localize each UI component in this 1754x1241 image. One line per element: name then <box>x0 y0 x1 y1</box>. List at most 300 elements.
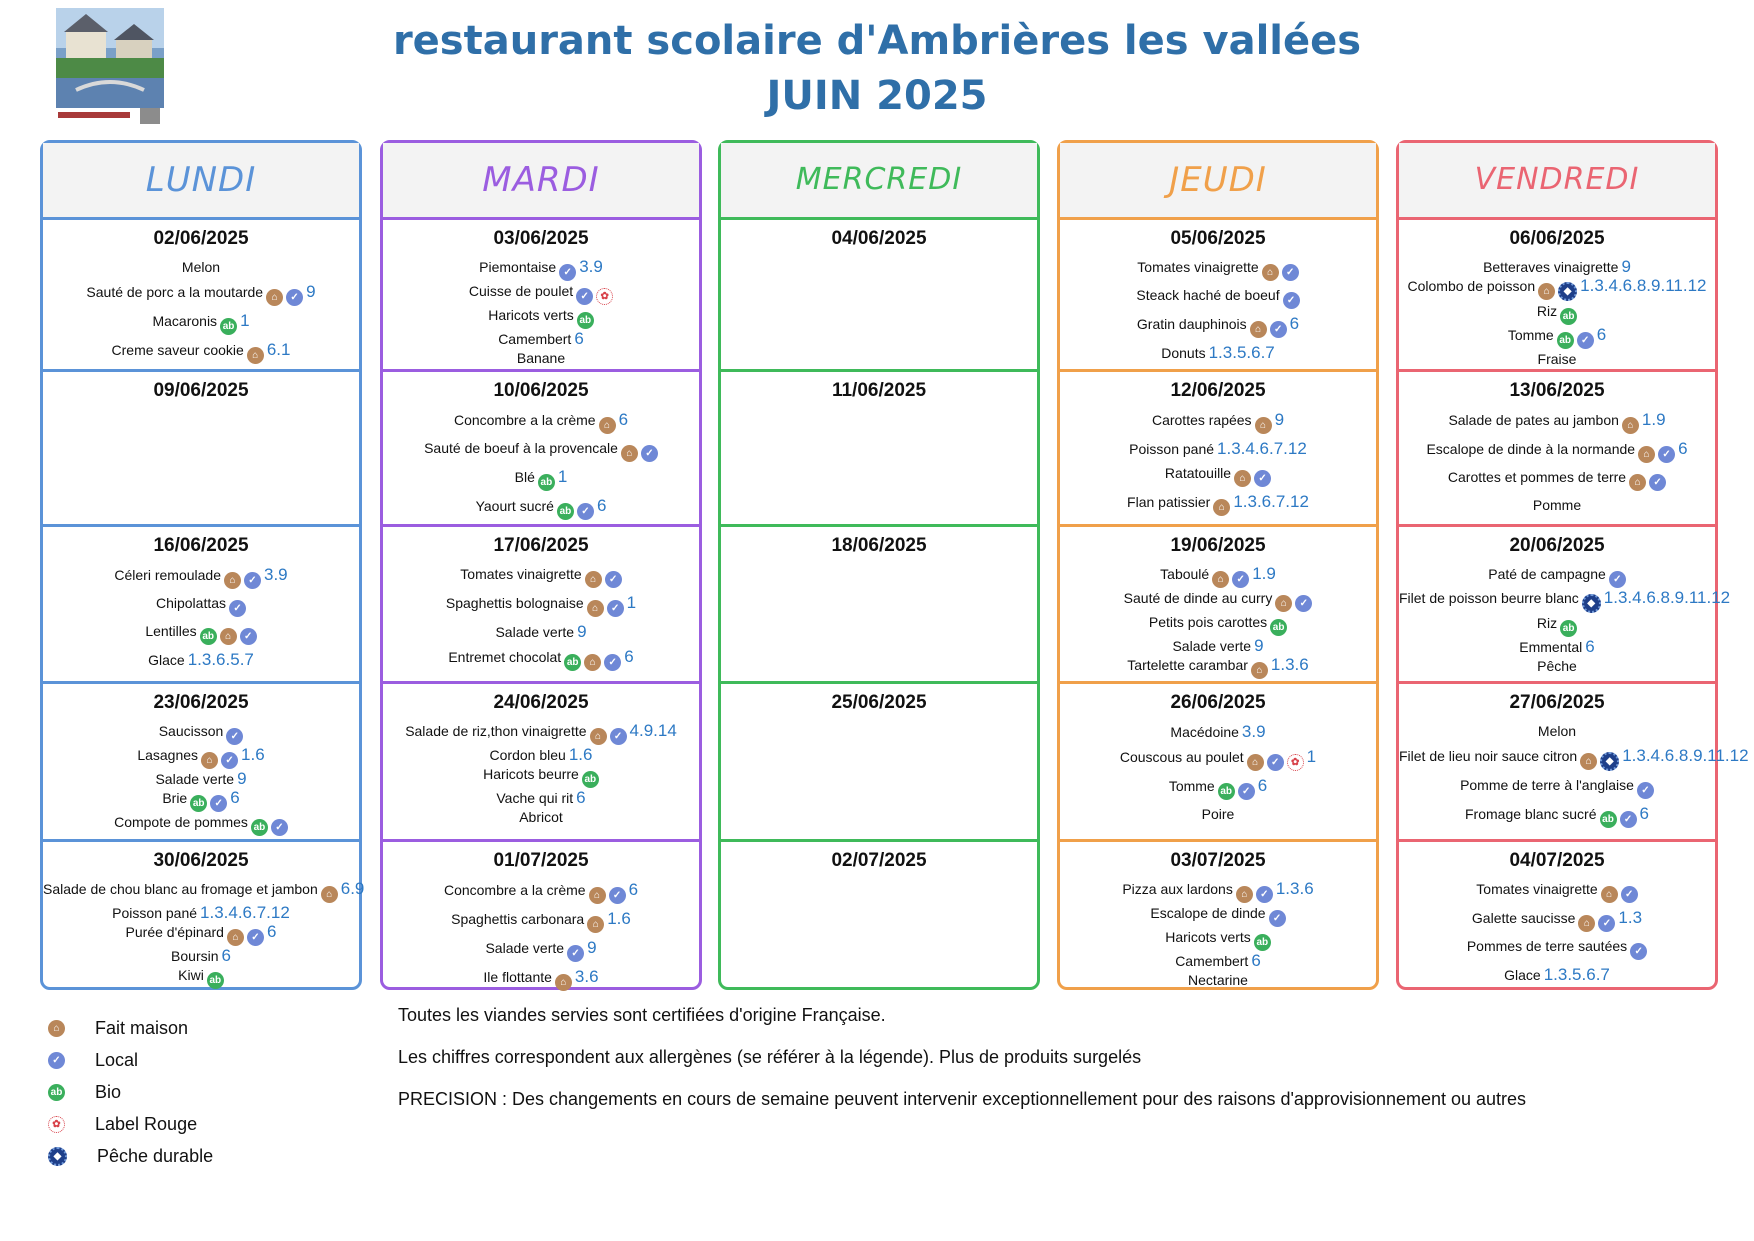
menu-item <box>1399 350 1715 368</box>
fait-maison-icon: ⌂ <box>201 752 218 769</box>
menu-item-name: Pomme <box>1532 497 1582 513</box>
menu-date: 10/06/2025 <box>493 380 589 401</box>
menu-item-name: Sauté de boeuf à la provencale <box>424 440 618 456</box>
bio-icon: ab <box>1600 811 1617 828</box>
fait-maison-icon: ⌂ <box>599 417 616 434</box>
menu-date: 06/06/2025 <box>1509 228 1605 249</box>
menu-item <box>1060 971 1376 989</box>
menu-item-name: Boursin <box>171 948 219 964</box>
menu-item <box>383 647 699 671</box>
menu-date: 11/06/2025 <box>831 380 927 401</box>
allergen-code: 1.3.4.6.7.12 <box>200 903 290 922</box>
menu-item-name: Creme saveur cookie <box>111 342 244 358</box>
legend-label: Bio <box>95 1081 122 1102</box>
local-icon: ✓ <box>1621 886 1638 903</box>
menu-item-name: Tomates vinaigrette <box>1137 259 1259 275</box>
local-icon: ✓ <box>229 600 246 617</box>
menu-item-name: Haricots verts <box>488 307 574 323</box>
menu-item <box>1060 565 1376 588</box>
legend-item <box>48 1076 213 1108</box>
fait-maison-icon: ⌂ <box>321 886 338 903</box>
local-icon: ✓ <box>577 503 594 520</box>
menu-cell-lundi <box>43 524 359 681</box>
menu-cell-mercredi <box>721 839 1037 993</box>
fait-maison-icon: ⌂ <box>1629 474 1646 491</box>
menu-item <box>1399 657 1715 675</box>
menu-date: 02/06/2025 <box>153 228 249 249</box>
local-icon: ✓ <box>1598 915 1615 932</box>
fait-maison-icon: ⌂ <box>1275 595 1292 612</box>
menu-item <box>43 966 359 989</box>
menu-item-name: Cordon bleu <box>489 747 566 763</box>
local-icon: ✓ <box>605 571 622 588</box>
local-icon: ✓ <box>1295 595 1312 612</box>
bio-icon: ab <box>48 1084 65 1101</box>
menu-item <box>1399 804 1715 828</box>
menu-item-name: Blé <box>514 469 535 485</box>
allergen-code: 9 <box>1254 636 1264 655</box>
menu-item-name: Emmental <box>1519 639 1583 655</box>
menu-date: 24/06/2025 <box>493 692 589 713</box>
menu-cell-mercredi <box>721 681 1037 839</box>
menu-cell-jeudi <box>1060 217 1376 369</box>
menu-item <box>383 410 699 434</box>
fait-maison-icon: ⌂ <box>589 887 606 904</box>
allergen-code: 9 <box>1621 257 1631 276</box>
allergen-code: 1.3.5.6.7 <box>1208 343 1275 362</box>
bio-icon: ab <box>557 503 574 520</box>
menu-item <box>1060 613 1376 636</box>
fait-maison-icon: ⌂ <box>1255 417 1272 434</box>
menu-item <box>383 349 699 367</box>
menu-item-name: Camembert <box>498 331 572 347</box>
menu-date: 03/06/2025 <box>493 228 589 249</box>
local-icon: ✓ <box>221 752 238 769</box>
menu-cell-vendredi <box>1399 369 1715 524</box>
fait-maison-icon: ⌂ <box>266 289 283 306</box>
menu-item-name: Steack haché de boeuf <box>1136 287 1280 303</box>
fait-maison-icon: ⌂ <box>1638 446 1655 463</box>
allergen-code: 6 <box>1639 804 1649 823</box>
menu-item-name: Escalope de dinde à la normande <box>1426 441 1636 457</box>
menu-item <box>1399 302 1715 325</box>
allergen-code: 4.9.14 <box>629 721 677 740</box>
allergen-code: 6 <box>230 788 240 807</box>
local-icon: ✓ <box>1283 292 1300 309</box>
day-header-mardi: MARDI <box>383 143 699 217</box>
local-icon: ✓ <box>1256 886 1273 903</box>
menu-date: 13/06/2025 <box>1509 380 1605 401</box>
menu-item <box>383 808 699 826</box>
day-header-vendredi: VENDREDI <box>1399 143 1715 217</box>
allergen-code: 1.9 <box>1641 410 1666 429</box>
menu-item-name: Entremet chocolat <box>448 649 562 665</box>
menu-item-name: Colombo de poisson <box>1407 278 1536 294</box>
menu-item <box>1060 258 1376 281</box>
menu-item-name: Saucisson <box>158 723 224 739</box>
menu-item <box>1060 410 1376 434</box>
menu-item-name: Donuts <box>1161 345 1206 361</box>
menu-item-name: Paté de campagne <box>1488 566 1606 582</box>
note-line: PRECISION : Des changements en cours de semaine peuvent intervenir exceptionnellement pour des raisons d'approvisionnement ou autres <box>398 1089 1527 1109</box>
local-icon: ✓ <box>271 819 288 836</box>
local-icon: ✓ <box>1609 571 1626 588</box>
local-icon: ✓ <box>226 728 243 745</box>
fait-maison-icon: ⌂ <box>1601 886 1618 903</box>
allergen-code: 1.3.6.5.7 <box>187 650 254 669</box>
local-icon: ✓ <box>1270 321 1287 338</box>
fait-maison-icon: ⌂ <box>48 1020 65 1037</box>
menu-cell-jeudi <box>1060 524 1376 681</box>
bio-icon: ab <box>1270 619 1287 636</box>
local-icon: ✓ <box>1649 474 1666 491</box>
menu-item-name: Compote de pommes <box>114 814 248 830</box>
allergen-code: 6 <box>624 647 634 666</box>
menu-date: 04/07/2025 <box>1509 850 1605 871</box>
allergen-code: 6 <box>1678 439 1688 458</box>
menu-item <box>1060 464 1376 487</box>
allergen-code: 1.6 <box>241 745 265 764</box>
menu-item-name: Yaourt sucré <box>475 498 554 514</box>
menu-item-name: Salade de chou blanc au fromage et jambon <box>43 881 318 897</box>
local-icon: ✓ <box>567 945 584 962</box>
menu-item <box>383 593 699 617</box>
menu-item <box>1399 880 1715 903</box>
menu-date: 25/06/2025 <box>831 692 927 713</box>
legend-label: Fait maison <box>95 1017 189 1038</box>
allergen-code: 1.3.4.6.8.9.11.12 <box>1622 746 1749 765</box>
menu-item <box>1399 908 1715 932</box>
menu-item <box>1399 565 1715 588</box>
menu-cell-vendredi <box>1399 217 1715 369</box>
local-icon: ✓ <box>607 600 624 617</box>
allergen-code: 6 <box>596 496 607 515</box>
menu-item <box>1060 805 1376 824</box>
menu-item <box>1060 880 1376 903</box>
fait-maison-icon: ⌂ <box>1262 264 1279 281</box>
allergen-code: 1 <box>240 311 250 330</box>
menu-item <box>1399 439 1715 463</box>
local-icon: ✓ <box>1232 571 1249 588</box>
allergen-code: 9 <box>587 938 597 957</box>
menu-item-name: Fraise <box>1537 351 1577 367</box>
menu-item <box>383 306 699 329</box>
fait-maison-icon: ⌂ <box>247 347 264 364</box>
allergen-code: 1.3.4.6.7.12 <box>1217 439 1307 458</box>
menu-cell-mardi <box>383 369 699 524</box>
page-title: restaurant scolaire d'Ambrières les vallées <box>392 18 1362 64</box>
menu-item <box>43 340 359 364</box>
menu-cell-jeudi <box>1060 681 1376 839</box>
allergen-code: 1.6 <box>607 909 631 928</box>
menu-item-name: Haricots beurre <box>483 766 579 782</box>
menu-item <box>383 282 699 305</box>
menu-date: 18/06/2025 <box>831 535 927 556</box>
menu-item-name: Sauté de porc a la moutarde <box>86 284 264 300</box>
allergen-code: 6.9 <box>340 879 365 898</box>
menu-item-name: Galette saucisse <box>1471 910 1576 926</box>
menu-item <box>1399 277 1715 301</box>
allergen-code: 9 <box>306 282 316 301</box>
bio-icon: ab <box>538 474 555 491</box>
legend-label: Pêche durable <box>97 1145 214 1166</box>
local-icon: ✓ <box>1630 943 1647 960</box>
menu-date: 19/06/2025 <box>1170 535 1266 556</box>
local-icon: ✓ <box>210 795 227 812</box>
allergen-code: 1.3.6 <box>1275 879 1314 898</box>
menu-item <box>383 439 699 462</box>
label-rouge-icon: ✿ <box>1287 754 1304 771</box>
fait-maison-icon: ⌂ <box>1580 753 1597 770</box>
allergen-code: 9 <box>1274 410 1285 429</box>
column-mardi <box>380 140 702 990</box>
menu-item-name: Carottes rapées <box>1151 412 1252 428</box>
allergen-code: 3.9 <box>1241 722 1266 741</box>
allergen-code: 6 <box>618 410 629 429</box>
menu-item-name: Couscous au poulet <box>1119 749 1244 765</box>
legend-item <box>48 1108 213 1140</box>
local-icon: ✓ <box>641 445 658 462</box>
bio-icon: ab <box>251 819 268 836</box>
menu-cell-jeudi <box>1060 369 1376 524</box>
menu-item-name: Chipolattas <box>155 595 227 611</box>
menu-item-name: Haricots verts <box>1165 929 1251 945</box>
menu-item <box>1399 965 1715 985</box>
menu-date: 04/06/2025 <box>831 228 927 249</box>
menu-date: 01/07/2025 <box>493 850 589 871</box>
local-icon: ✓ <box>1282 264 1299 281</box>
allergen-code: 6 <box>1289 314 1300 333</box>
menu-item <box>43 923 359 946</box>
menu-item-name: Salade verte <box>485 940 565 956</box>
menu-item <box>383 565 699 588</box>
day-header-lundi: LUNDI <box>43 143 359 217</box>
menu-item <box>43 947 359 965</box>
menu-item <box>43 904 359 922</box>
menu-item-name: Camembert <box>1175 953 1249 969</box>
allergen-code: 3.9 <box>263 565 288 584</box>
menu-item-name: Céleri remoulade <box>114 567 221 583</box>
menu-item-name: Melon <box>181 259 221 275</box>
menu-item <box>383 467 699 491</box>
menu-date: 23/06/2025 <box>153 692 249 713</box>
menu-item-name: Spaghettis carbonara <box>451 911 585 927</box>
day-header-jeudi: JEUDI <box>1060 143 1376 217</box>
allergen-code: 1.6 <box>568 745 593 764</box>
bio-icon: ab <box>564 654 581 671</box>
menu-item-name: Poisson pané <box>112 905 198 921</box>
menu-item-name: Cuisse de poulet <box>468 283 574 299</box>
menu-item-name: Salade verte <box>155 771 235 787</box>
menu-item-name: Purée d'épinard <box>125 924 224 940</box>
legend <box>48 1012 213 1172</box>
menu-item-name: Spaghettis bolognaise <box>445 595 584 611</box>
allergen-code: 9 <box>237 769 247 788</box>
menu-item <box>1060 637 1376 655</box>
local-icon: ✓ <box>240 628 257 645</box>
menu-item <box>43 650 359 670</box>
allergen-code: 6 <box>1585 637 1595 656</box>
note-line: Les chiffres correspondent aux allergènes (se référer à la légende). Plus de produits surgelés <box>398 1047 1142 1067</box>
menu-item-name: Banane <box>516 350 566 366</box>
fait-maison-icon: ⌂ <box>1578 915 1595 932</box>
local-icon: ✓ <box>1620 811 1637 828</box>
menu-item-name: Fromage blanc sucré <box>1465 806 1597 822</box>
menu-item <box>383 765 699 788</box>
menu-item <box>383 746 699 764</box>
bio-icon: ab <box>1557 332 1574 349</box>
local-icon: ✓ <box>576 288 593 305</box>
menu-item-name: Flan patissier <box>1127 494 1211 510</box>
allergen-code: 1 <box>626 593 637 612</box>
menu-item <box>383 967 699 991</box>
menu-item <box>43 282 359 306</box>
allergen-code: 6.1 <box>266 340 291 359</box>
allergen-code: 1.3.5.6.7 <box>1543 965 1610 984</box>
menu-item <box>383 938 699 962</box>
allergen-code: 6 <box>574 329 584 348</box>
menu-item-name: Macaronis <box>152 313 218 329</box>
fait-maison-icon: ⌂ <box>224 572 241 589</box>
menu-item <box>43 770 359 788</box>
menu-item <box>1060 314 1376 338</box>
menu-item <box>1060 776 1376 800</box>
notes <box>398 1003 1526 1129</box>
local-icon: ✓ <box>48 1052 65 1069</box>
fait-maison-icon: ⌂ <box>584 654 601 671</box>
menu-item-name: Lentilles <box>145 623 197 639</box>
menu-date: 05/06/2025 <box>1170 228 1266 249</box>
fait-maison-icon: ⌂ <box>1538 283 1555 300</box>
menu-item <box>1399 588 1731 613</box>
fait-maison-icon: ⌂ <box>1247 754 1264 771</box>
local-icon: ✓ <box>244 572 261 589</box>
menu-date: 09/06/2025 <box>153 380 249 401</box>
menu-item <box>43 594 359 617</box>
menu-cell-vendredi <box>1399 839 1715 993</box>
local-icon: ✓ <box>1658 446 1675 463</box>
bio-icon: ab <box>1254 934 1271 951</box>
menu-item-name: Macédoine <box>1170 724 1239 740</box>
menu-date: 16/06/2025 <box>153 535 249 556</box>
peche-durable-icon: ◆ <box>1558 282 1577 301</box>
menu-item <box>1399 722 1715 741</box>
menu-item <box>1060 343 1376 363</box>
menu-item-name: Salade verte <box>1172 638 1252 654</box>
menu-cell-mardi <box>383 524 699 681</box>
day-header-mercredi: MERCREDI <box>721 143 1037 217</box>
menu-item <box>1399 326 1715 349</box>
allergen-code: 1 <box>557 467 568 486</box>
fait-maison-icon: ⌂ <box>585 571 602 588</box>
menu-item-name: Pêche <box>1537 658 1577 674</box>
local-icon: ✓ <box>1267 754 1284 771</box>
allergen-code: 9 <box>577 622 587 641</box>
menu-item-name: Glace <box>148 652 185 668</box>
menu-item <box>1399 258 1715 276</box>
fait-maison-icon: ⌂ <box>555 974 572 991</box>
menu-cell-mercredi <box>721 524 1037 681</box>
peche-durable-icon: ◆ <box>1582 594 1601 613</box>
menu-item-name: Tomme <box>1507 327 1554 343</box>
menu-date: 03/07/2025 <box>1170 850 1266 871</box>
menu-item-name: Tomates vinaigrette <box>460 566 582 582</box>
bio-icon: ab <box>207 972 224 989</box>
menu-item <box>43 622 359 645</box>
menu-item <box>383 880 699 904</box>
menu-item-name: Filet de poisson beurre blanc <box>1399 590 1579 606</box>
fait-maison-icon: ⌂ <box>1234 470 1251 487</box>
menu-item <box>1060 439 1376 459</box>
allergen-code: 6 <box>1251 951 1261 970</box>
allergen-code: 6 <box>1596 325 1607 344</box>
menu-item <box>383 789 699 807</box>
menu-item <box>1060 722 1376 742</box>
menu-date: 27/06/2025 <box>1509 692 1605 713</box>
menu-item <box>1060 656 1376 679</box>
fait-maison-icon: ⌂ <box>1250 321 1267 338</box>
menu-date: 12/06/2025 <box>1170 380 1266 401</box>
menu-item <box>1060 492 1376 516</box>
bio-icon: ab <box>577 312 594 329</box>
menu-item-name: Ile flottante <box>483 969 552 985</box>
menu-cell-lundi <box>43 369 359 524</box>
allergen-code: 3.9 <box>579 257 603 276</box>
menu-cell-mardi <box>383 839 699 993</box>
menu-item-name: Pommes de terre sautées <box>1466 938 1628 954</box>
allergen-code: 1.9 <box>1252 564 1276 583</box>
menu-item <box>1060 747 1376 771</box>
menu-item <box>383 622 699 642</box>
menu-item <box>1399 468 1715 491</box>
allergen-code: 1.3.6 <box>1270 655 1309 674</box>
menu-item-name: Tomme <box>1168 778 1215 794</box>
allergen-code: 1.3.6.7.12 <box>1233 492 1309 511</box>
peche-durable-icon: ◆ <box>48 1147 67 1166</box>
local-icon: ✓ <box>1577 332 1594 349</box>
menu-item-name: Vache qui rit <box>496 790 574 806</box>
menu-date: 30/06/2025 <box>153 850 249 871</box>
local-icon: ✓ <box>1637 782 1654 799</box>
menu-item-name: Melon <box>1537 723 1577 739</box>
menu-item-name: Tomates vinaigrette <box>1476 881 1598 897</box>
bio-icon: ab <box>200 628 217 645</box>
menu-item <box>43 813 359 836</box>
allergen-code: 1.3 <box>1618 908 1643 927</box>
note-line: Toutes les viandes servies sont certifiées d'origine Française. <box>398 1005 886 1025</box>
menu-item-name: Concombre a la crème <box>453 412 596 428</box>
fait-maison-icon: ⌂ <box>1236 886 1253 903</box>
fait-maison-icon: ⌂ <box>220 628 237 645</box>
menu-item-name: Salade de riz,thon vinaigrette <box>405 723 587 739</box>
menu-item-name: Lasagnes <box>137 747 199 763</box>
menu-cell-vendredi <box>1399 524 1731 681</box>
menu-cell-mercredi <box>721 369 1037 524</box>
menu-item <box>1399 410 1715 434</box>
allergen-code: 1 <box>1306 747 1317 766</box>
menu-item-name: Kiwi <box>178 967 204 983</box>
menu-item <box>43 565 359 589</box>
menu-item <box>43 311 359 335</box>
menu-item-name: Glace <box>1504 967 1541 983</box>
menu-item-name: Gratin dauphinois <box>1136 316 1247 332</box>
menu-item-name: Piemontaise <box>479 259 557 275</box>
menu-item-name: Escalope de dinde <box>1150 905 1266 921</box>
menu-item <box>43 879 365 903</box>
legend-item <box>48 1012 213 1044</box>
menu-date: 20/06/2025 <box>1509 535 1605 556</box>
legend-item <box>48 1044 213 1076</box>
